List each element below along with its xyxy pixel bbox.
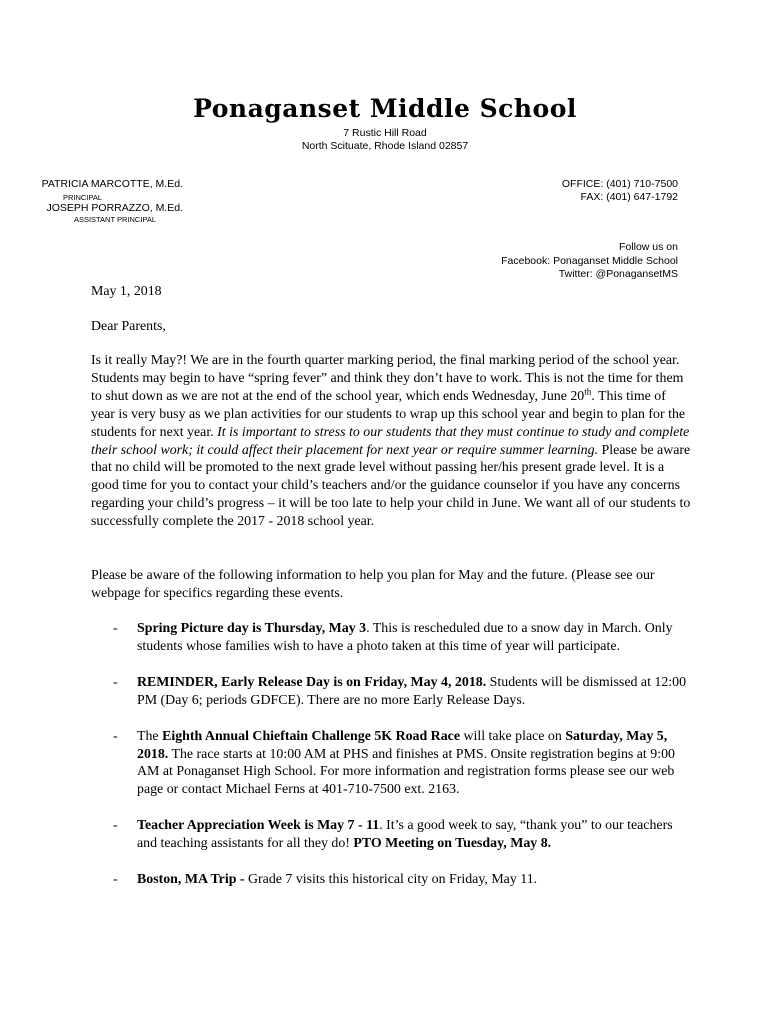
para1-italic-emphasis: It is important to stress to our students that they must continue to study and complete their school work; it could affect their placement for next year or require summer learning. bbox=[91, 424, 690, 458]
list-item bbox=[113, 674, 693, 710]
assistant-principal-name: JOSEPH PORRAZZO, M.Ed. bbox=[46, 202, 183, 214]
list-item bbox=[113, 728, 693, 800]
paragraph-intro bbox=[91, 352, 691, 531]
item-bold: Spring Picture day is Thursday, May 3 bbox=[137, 621, 367, 636]
principal-name: PATRICIA MARCOTTE, M.Ed. bbox=[41, 178, 183, 190]
address-line-2: North Scituate, Rhode Island 02857 bbox=[301, 140, 469, 152]
item-bold: Boston, MA Trip - bbox=[137, 872, 249, 888]
item-text: The bbox=[137, 728, 163, 744]
office-phone: OFFICE: (401) 710-7500 bbox=[561, 178, 678, 190]
facebook-handle: Facebook: Ponaganset Middle School bbox=[501, 255, 678, 267]
item-text: Grade 7 visits this historical city on Friday, May 11. bbox=[248, 872, 538, 888]
dash-marker: - bbox=[113, 674, 118, 690]
item-bold: Eighth Annual Chieftain Challenge 5K Road Race bbox=[162, 728, 460, 744]
para1-text-b: . This time of year is very busy as we plan activities for our students to wrap up this school year and begin to plan for the students for next year. bbox=[91, 388, 686, 440]
dash-marker: - bbox=[113, 728, 118, 744]
list-item bbox=[113, 871, 693, 889]
twitter-handle: Twitter: @PonagansetMS bbox=[558, 268, 678, 280]
para1-text-c: Please be aware that no child will be promoted to the next grade level without passing her/his present grade level. It is a good time for you to contact your child’s teachers and/or the guidance counselor if you have any concerns regarding your child’s progress – it will be too late to help your child in June. We want all of our students to successfully complete the 2017 - 2018 school year. bbox=[91, 442, 691, 530]
event-list bbox=[113, 620, 693, 907]
address-line-1: 7 Rustic Hill Road bbox=[343, 127, 427, 139]
item-text: . This is rescheduled due to a snow day in March. Only students whose families wish to have a photo taken at this time of year will participate. bbox=[137, 621, 673, 654]
dash-marker: - bbox=[113, 818, 118, 834]
follow-us-label: Follow us on bbox=[619, 241, 678, 253]
para1-superscript: th bbox=[584, 386, 592, 397]
paragraph-events-intro: Please be aware of the following information to help you plan for May and the future. (Please see our webpage for specifics regarding these events. bbox=[91, 568, 655, 601]
item-text: Students will be dismissed at 12:00 PM (Day 6; periods GDFCE). There are no more Early Release Days. bbox=[137, 674, 687, 708]
principal-title: PRINCIPAL bbox=[62, 193, 103, 202]
fax-number: FAX: (401) 647-1792 bbox=[580, 191, 678, 203]
school-name-heading: Ponaganset Middle School bbox=[193, 94, 577, 123]
para1-text-a: Is it really May?! We are in the fourth quarter marking period, the final marking period of the school year. Students may begin to have “spring fever” and think they don’t have to work. This is not the time for them to shut down as we are not at the end of the school year, which ends Wednesday, June 20 bbox=[91, 353, 684, 404]
item-text: . It’s a good week to say, “thank you” to our teachers and teaching assistants for all they do! bbox=[137, 818, 673, 852]
item-bold: REMINDER, Early Release Day is on Friday, May 4, 2018. bbox=[137, 674, 487, 690]
item-bold: Teacher Appreciation Week is May 7 - 11 bbox=[137, 818, 380, 834]
item-text: will take place on bbox=[460, 728, 566, 744]
letter-date: May 1, 2018 bbox=[91, 284, 162, 299]
dash-marker: - bbox=[113, 872, 118, 888]
item-bold: PTO Meeting on Tuesday, May 8. bbox=[353, 836, 552, 852]
item-bold: Saturday, May 5, 2018. bbox=[137, 728, 668, 762]
item-text: The race starts at 10:00 AM at PHS and finishes at PMS. Onsite registration begins at 9:00 AM at Ponaganset High School. For more information and registration forms please see our web page or contact Michael Ferns at 401-710-7500 ext. 2163. bbox=[137, 746, 675, 798]
assistant-principal-title: ASSISTANT PRINCIPAL bbox=[73, 215, 157, 224]
letter-greeting: Dear Parents, bbox=[91, 319, 166, 334]
list-item bbox=[113, 817, 693, 853]
dash-marker: - bbox=[113, 621, 118, 636]
list-item bbox=[113, 620, 693, 656]
